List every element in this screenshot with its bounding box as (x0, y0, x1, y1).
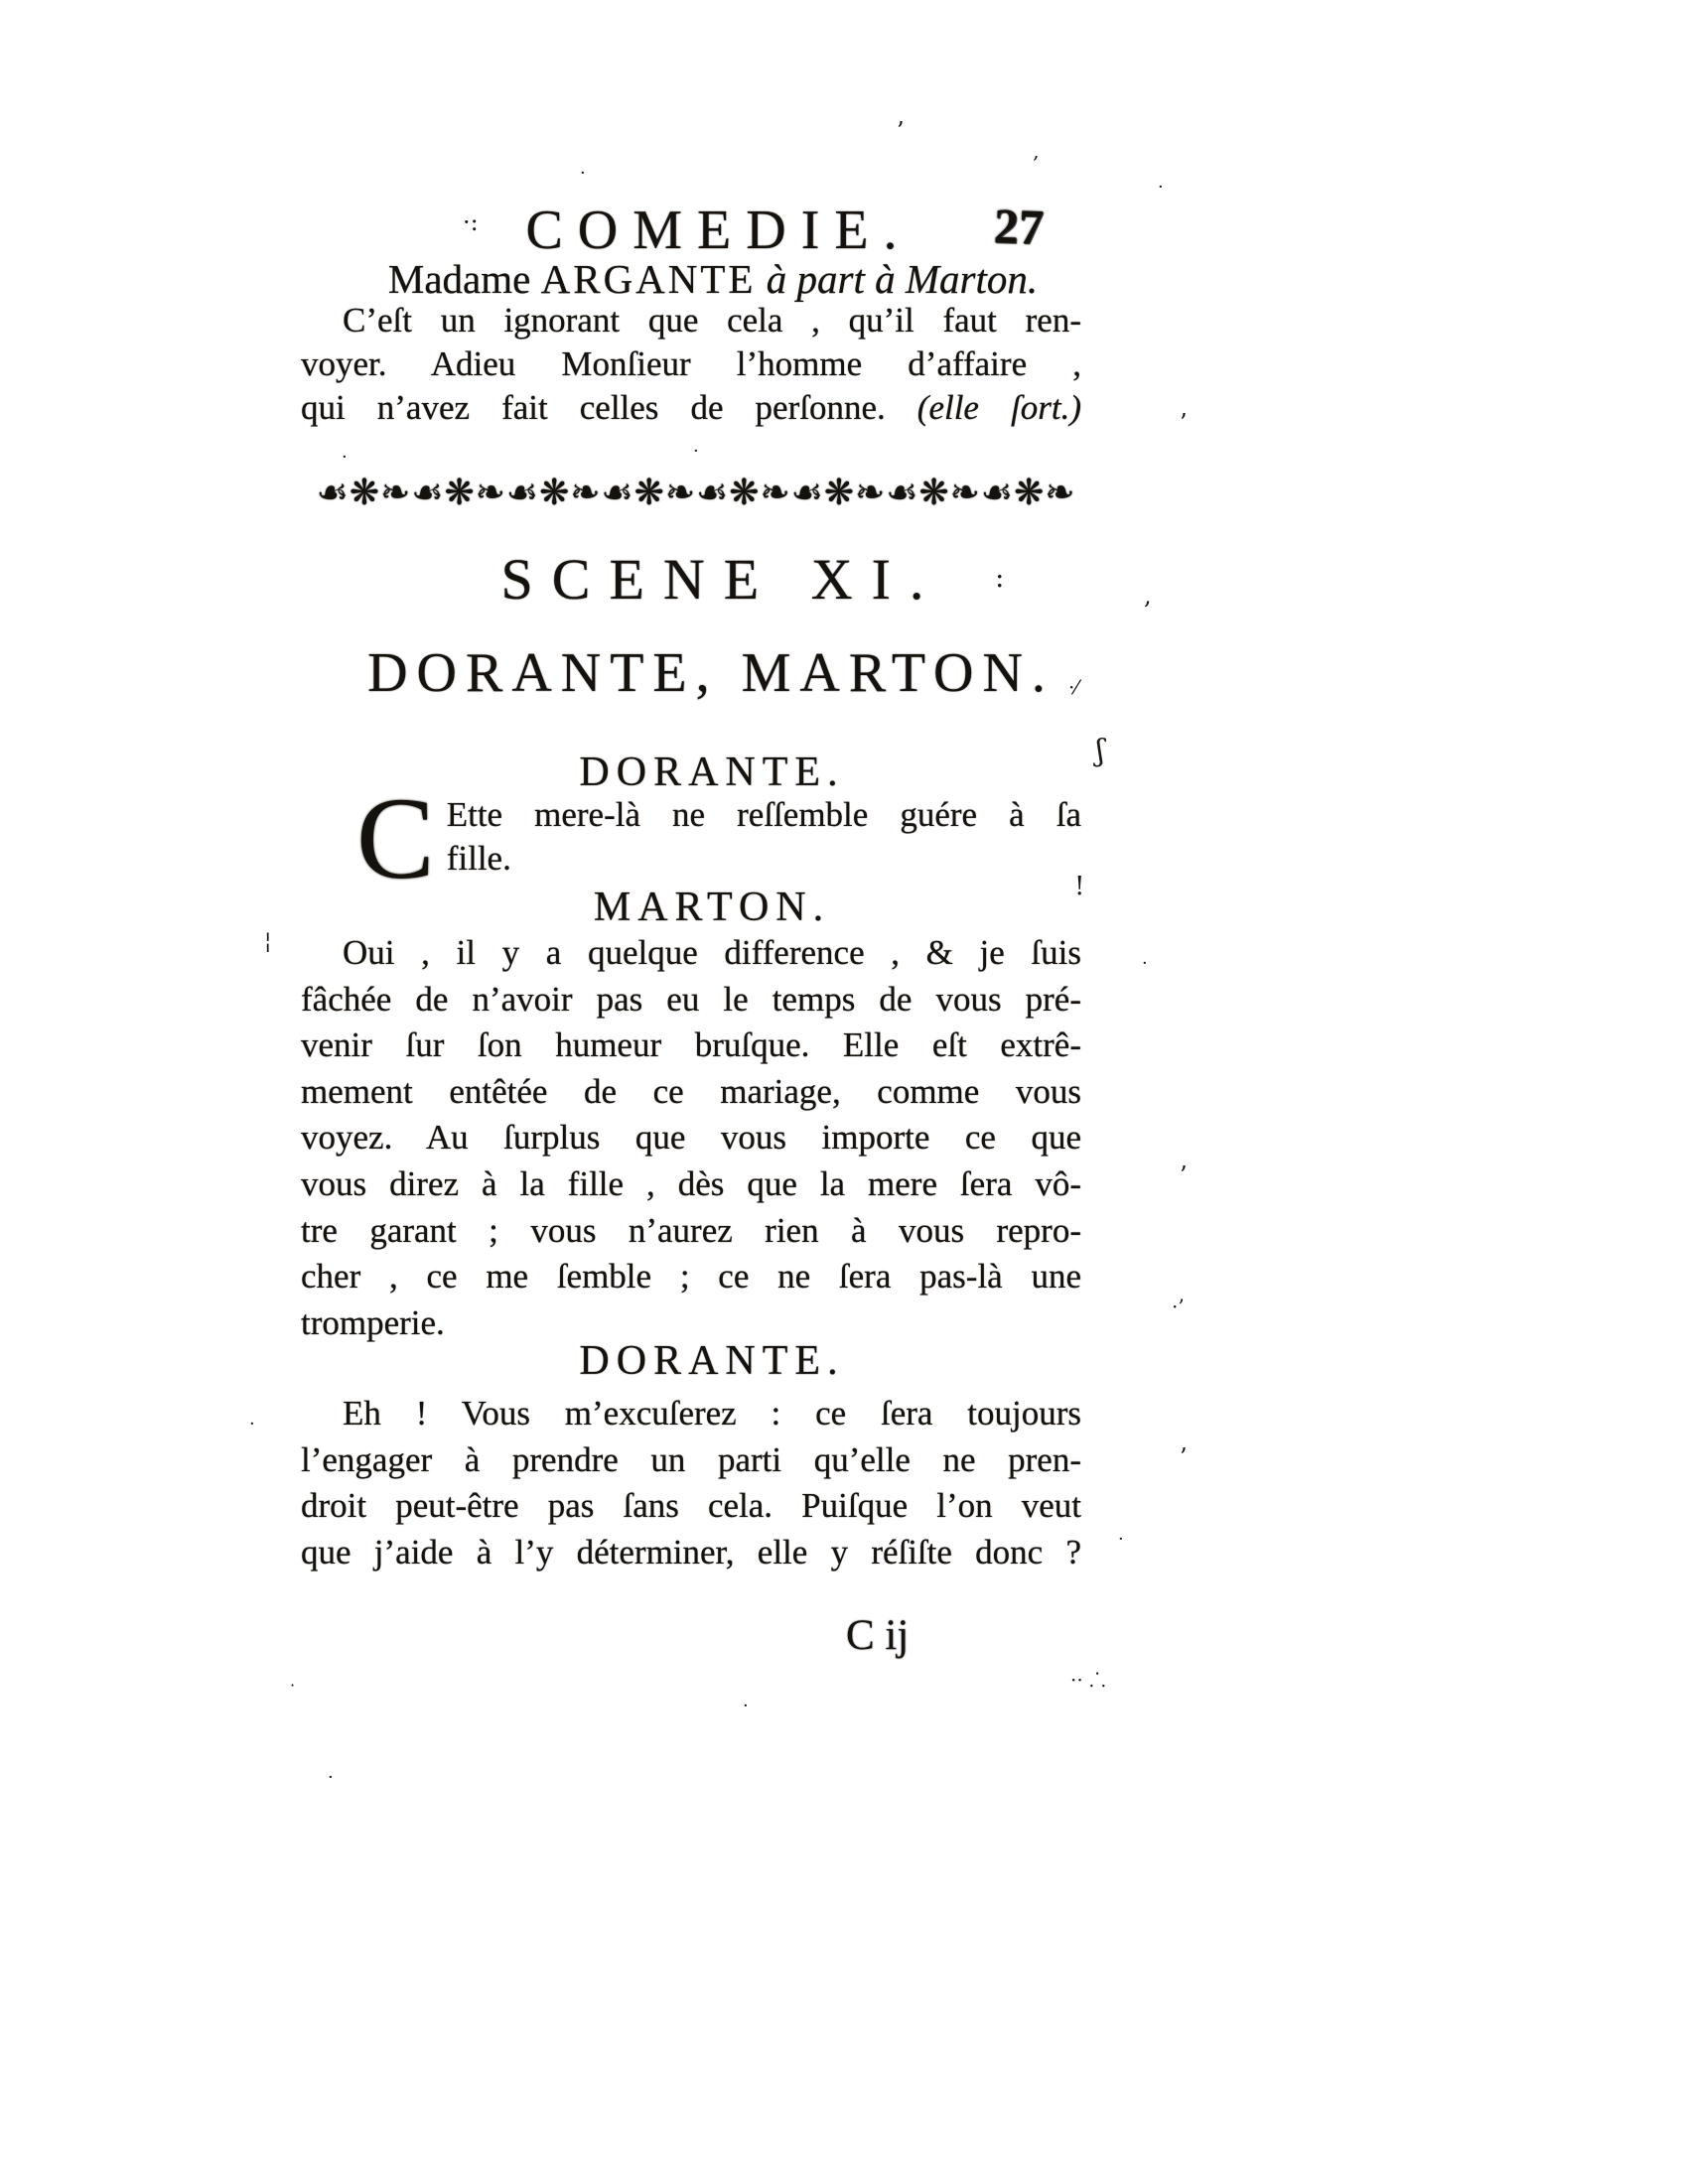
speech-line: voyez. Au ſurplus que vous importe ce que (301, 1118, 1081, 1158)
ink-speck: ·’ (1172, 1295, 1185, 1318)
ink-speck: ‚ (1033, 139, 1040, 163)
running-title: COMEDIE. (525, 200, 913, 261)
stage-direction-text: à part à Marton. (756, 256, 1039, 302)
speech-line: droit peut-être pas ſans cela. Puiſque l’on veut (301, 1486, 1081, 1526)
dorante-speech-1 (301, 773, 1081, 903)
speech-line: C’eſt un ignorant que cela , qu’il faut ren- (343, 301, 1081, 340)
signature-mark: C ij (846, 1612, 910, 1659)
ink-speck: ’ (1180, 1161, 1188, 1189)
speech-line (301, 386, 1081, 430)
speech-line: que j’aide à l’y déterminer, elle y réſiſte donc ? (301, 1532, 1081, 1571)
ink-speck: · (580, 163, 586, 184)
text-column (301, 0, 1081, 2184)
speaker-heading-dorante: DORANTE. (579, 750, 845, 795)
ink-speck: · (328, 1767, 334, 1788)
argante-speech (301, 299, 1081, 430)
speech-line: l’engager à prendre un parti qu’elle ne pren- (301, 1439, 1081, 1479)
ink-speck: · (1158, 177, 1164, 198)
speech-line: Oui , il y a quelque difference , & je ſuis (343, 933, 1081, 972)
speech-line: fâchée de n’avoir pas eu le temps de vous pré- (301, 979, 1081, 1019)
speech-line: voyer. Adieu Monſieur l’homme d’affaire , (301, 344, 1081, 383)
speech-line: Eh ! Vous m’excuſerez : ce ſera toujours (343, 1394, 1081, 1433)
speech-line: cher , ce me ſemble ; ce ne ſera pas-là une (301, 1257, 1081, 1297)
inline-stage-direction: (elle ſort.) (916, 388, 1081, 427)
ink-speck: · (693, 441, 699, 462)
speech-line-text: qui n’avez fait celles de perſonne. (301, 388, 917, 427)
ink-speck: ·⁄ (1068, 675, 1078, 699)
scene-heading: SCENE XI. (500, 547, 943, 612)
ink-speck: · (1142, 953, 1148, 974)
ink-speck: ·: (463, 208, 479, 236)
fleuron-divider-icon: ☙❋❧☙❋❧☙❋❧☙❋❧☙❋❧☙❋❧☙❋❧☙❋❧ (316, 473, 1076, 513)
speech-line: venir ſur ſon humeur bruſque. Elle eſt extrê- (301, 1025, 1081, 1065)
ink-speck: · (342, 447, 348, 468)
speaker-heading-marton: MARTON. (593, 885, 831, 930)
ink-speck: ’ (1180, 1443, 1188, 1471)
speech-line: tre garant ; vous n’aurez rien à vous repro- (301, 1210, 1081, 1250)
ink-speck: ’ (897, 117, 905, 145)
speech-line: vous direz à la fille , dès que la mere ſera vô- (301, 1163, 1081, 1203)
ink-speck: : (995, 561, 1005, 594)
page-number: 27 (993, 198, 1045, 255)
ink-speck: · (249, 1414, 255, 1434)
ink-speck: ¦ (264, 929, 272, 954)
dorante-speech-2 (301, 1391, 1081, 1575)
ink-speck: · (290, 1676, 296, 1695)
ink-speck: ’ (1180, 409, 1188, 437)
scene-characters: DORANTE, MARTON. (367, 642, 1055, 704)
speech-line: tromperie. (301, 1302, 445, 1342)
ink-speck: ·· ⸫ (1070, 1668, 1106, 1692)
speech-line: fille. (446, 839, 511, 878)
ink-speck: , (1144, 582, 1152, 610)
speaker-heading-dorante-2: DORANTE. (579, 1338, 845, 1384)
marton-speech (301, 930, 1081, 1346)
character-name-argante: ARGANTE (540, 256, 757, 302)
speech-line: mement entêtée de ce mariage, comme vous (301, 1071, 1081, 1111)
stage-direction (301, 256, 1081, 302)
ink-speck: ʃ (1096, 734, 1105, 768)
ink-speck: ! (1074, 872, 1085, 901)
stage-direction-prefix: Madame (387, 256, 541, 302)
ink-speck: · (1118, 1529, 1124, 1550)
speech-line: Ette mere-là ne reſſemble guére à ſa (446, 795, 1081, 834)
ink-speck: · (743, 1696, 749, 1716)
drop-cap: C (356, 773, 435, 903)
